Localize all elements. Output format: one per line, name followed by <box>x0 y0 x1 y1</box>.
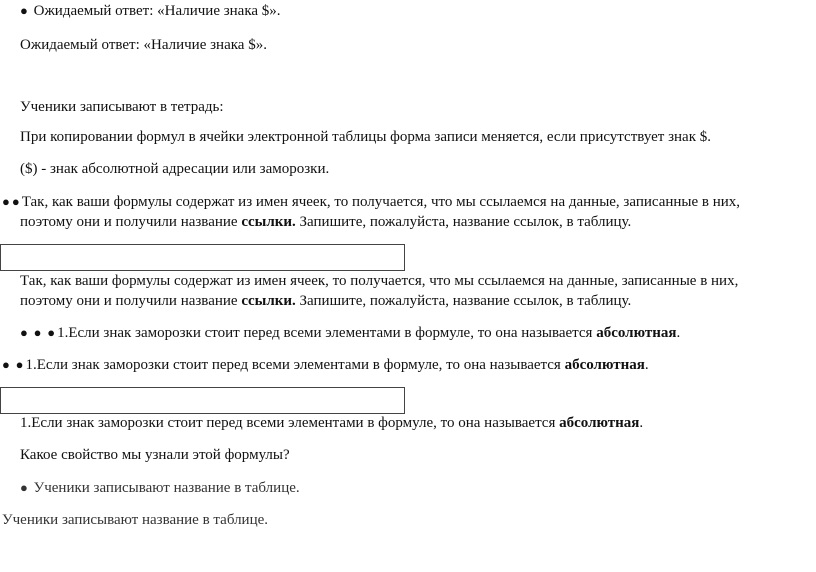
absolute-sign-definition: ($) - знак абсолютной адресации или заморозки. <box>20 161 330 177</box>
expected-answer-text: Ожидаемый ответ: «Наличие знака $». <box>33 3 281 19</box>
students-write-heading: Ученики записывают в тетрадь: <box>20 99 224 115</box>
bullet-icon: ● <box>33 325 42 340</box>
absolute-term: абсолютная <box>596 325 677 341</box>
bullet-icon: ● <box>20 480 28 495</box>
links-paragraph: Так, как ваши формулы содержат из имен ячеек, то получается, что мы ссылаемся на данные, записанные в них, <box>20 273 739 289</box>
absolute-rule-bulleted-2: ● ● 1.Если знак заморозки стоит перед всеми элементами в формуле, то она называется абсолютная. <box>2 357 649 373</box>
expected-answer-bulleted <box>20 2 281 20</box>
absolute-term: абсолютная <box>564 357 645 373</box>
links-paragraph-line2: поэтому они и получили название ссылки. Запишите, пожалуйста, название ссылок, в таблицу. <box>20 293 632 309</box>
bullet-icon: ● <box>47 325 56 340</box>
absolute-rule: 1.Если знак заморозки стоит перед всеми элементами в формуле, то она называется абсолютная. <box>20 415 644 431</box>
expected-answer: Ожидаемый ответ: «Наличие знака $». <box>20 37 267 53</box>
bullet-icon: ● <box>15 357 24 372</box>
absolute-term: абсолютная <box>559 415 640 431</box>
links-paragraph-bulleted: ● ● Так, как ваши формулы содержат из имен ячеек, то получается, что мы ссылаемся на данные, записанные в них, <box>2 194 741 210</box>
links-term: ссылки. <box>241 214 296 230</box>
links-term: ссылки. <box>241 293 296 309</box>
bullet-icon: ● <box>20 325 28 340</box>
empty-text-box[interactable] <box>0 387 405 414</box>
bullet-icon: ● <box>2 194 10 209</box>
absolute-rule-bulleted-3: ● ● ● 1.Если знак заморозки стоит перед всеми элементами в формуле, то она называется абсолютная. <box>20 325 681 341</box>
links-paragraph-bulleted-line2: поэтому они и получили название ссылки. Запишите, пожалуйста, название ссылок, в таблицу. <box>20 214 632 230</box>
bullet-icon: ● <box>2 357 10 372</box>
students-record: Ученики записывают название в таблице. <box>2 512 269 528</box>
property-question: Какое свойство мы узнали этой формулы? <box>20 447 290 463</box>
bullet-icon: ● <box>11 194 20 209</box>
copy-formula-rule: При копировании формул в ячейки электронной таблицы форма записи меняется, если присутствует знак $. <box>20 129 711 145</box>
empty-text-box[interactable] <box>0 244 405 271</box>
bullet-icon: ● <box>20 3 28 18</box>
students-record-bulleted: ● Ученики записывают название в таблице. <box>20 480 300 496</box>
